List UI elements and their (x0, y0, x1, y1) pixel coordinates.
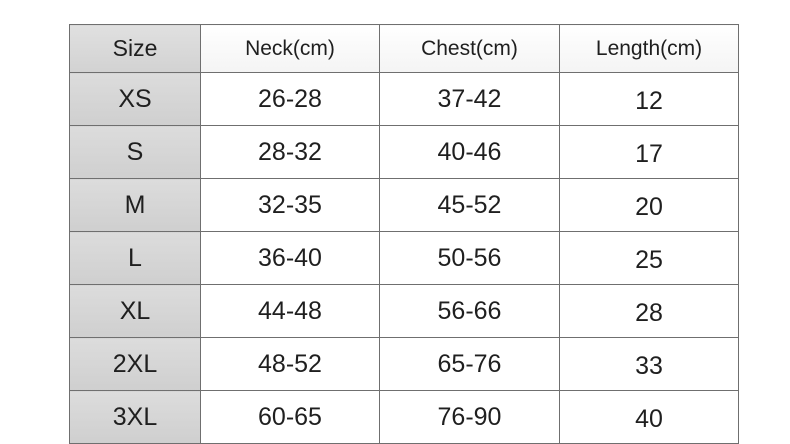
header-size: Size (70, 25, 201, 73)
size-cell: S (70, 126, 201, 179)
table-row (70, 179, 739, 232)
neck-cell: 60-65 (201, 391, 380, 444)
chest-cell: 50-56 (380, 232, 560, 285)
size-cell: 3XL (70, 391, 201, 444)
chest-cell: 45-52 (380, 179, 560, 232)
size-cell: M (70, 179, 201, 232)
neck-cell: 36-40 (201, 232, 380, 285)
length-cell: 33 (560, 338, 739, 391)
header-chest: Chest(cm) (380, 25, 560, 73)
table-header (70, 25, 739, 73)
neck-cell: 28-32 (201, 126, 380, 179)
size-chart-table (69, 24, 739, 444)
table-row (70, 232, 739, 285)
table-row (70, 338, 739, 391)
neck-cell: 26-28 (201, 73, 380, 126)
header-length: Length(cm) (560, 25, 739, 73)
length-cell: 40 (560, 391, 739, 444)
neck-cell: 44-48 (201, 285, 380, 338)
length-cell: 20 (560, 179, 739, 232)
length-cell: 25 (560, 232, 739, 285)
chest-cell: 40-46 (380, 126, 560, 179)
chest-cell: 65-76 (380, 338, 560, 391)
neck-cell: 48-52 (201, 338, 380, 391)
size-cell: XL (70, 285, 201, 338)
table-body (70, 73, 739, 444)
table-row (70, 391, 739, 444)
chest-cell: 56-66 (380, 285, 560, 338)
table-row (70, 285, 739, 338)
size-cell: 2XL (70, 338, 201, 391)
chest-cell: 37-42 (380, 73, 560, 126)
neck-cell: 32-35 (201, 179, 380, 232)
header-row (70, 25, 739, 73)
length-cell: 17 (560, 126, 739, 179)
size-cell: L (70, 232, 201, 285)
table-row (70, 126, 739, 179)
table-row (70, 73, 739, 126)
chest-cell: 76-90 (380, 391, 560, 444)
size-cell: XS (70, 73, 201, 126)
header-neck: Neck(cm) (201, 25, 380, 73)
length-cell: 28 (560, 285, 739, 338)
length-cell: 12 (560, 73, 739, 126)
